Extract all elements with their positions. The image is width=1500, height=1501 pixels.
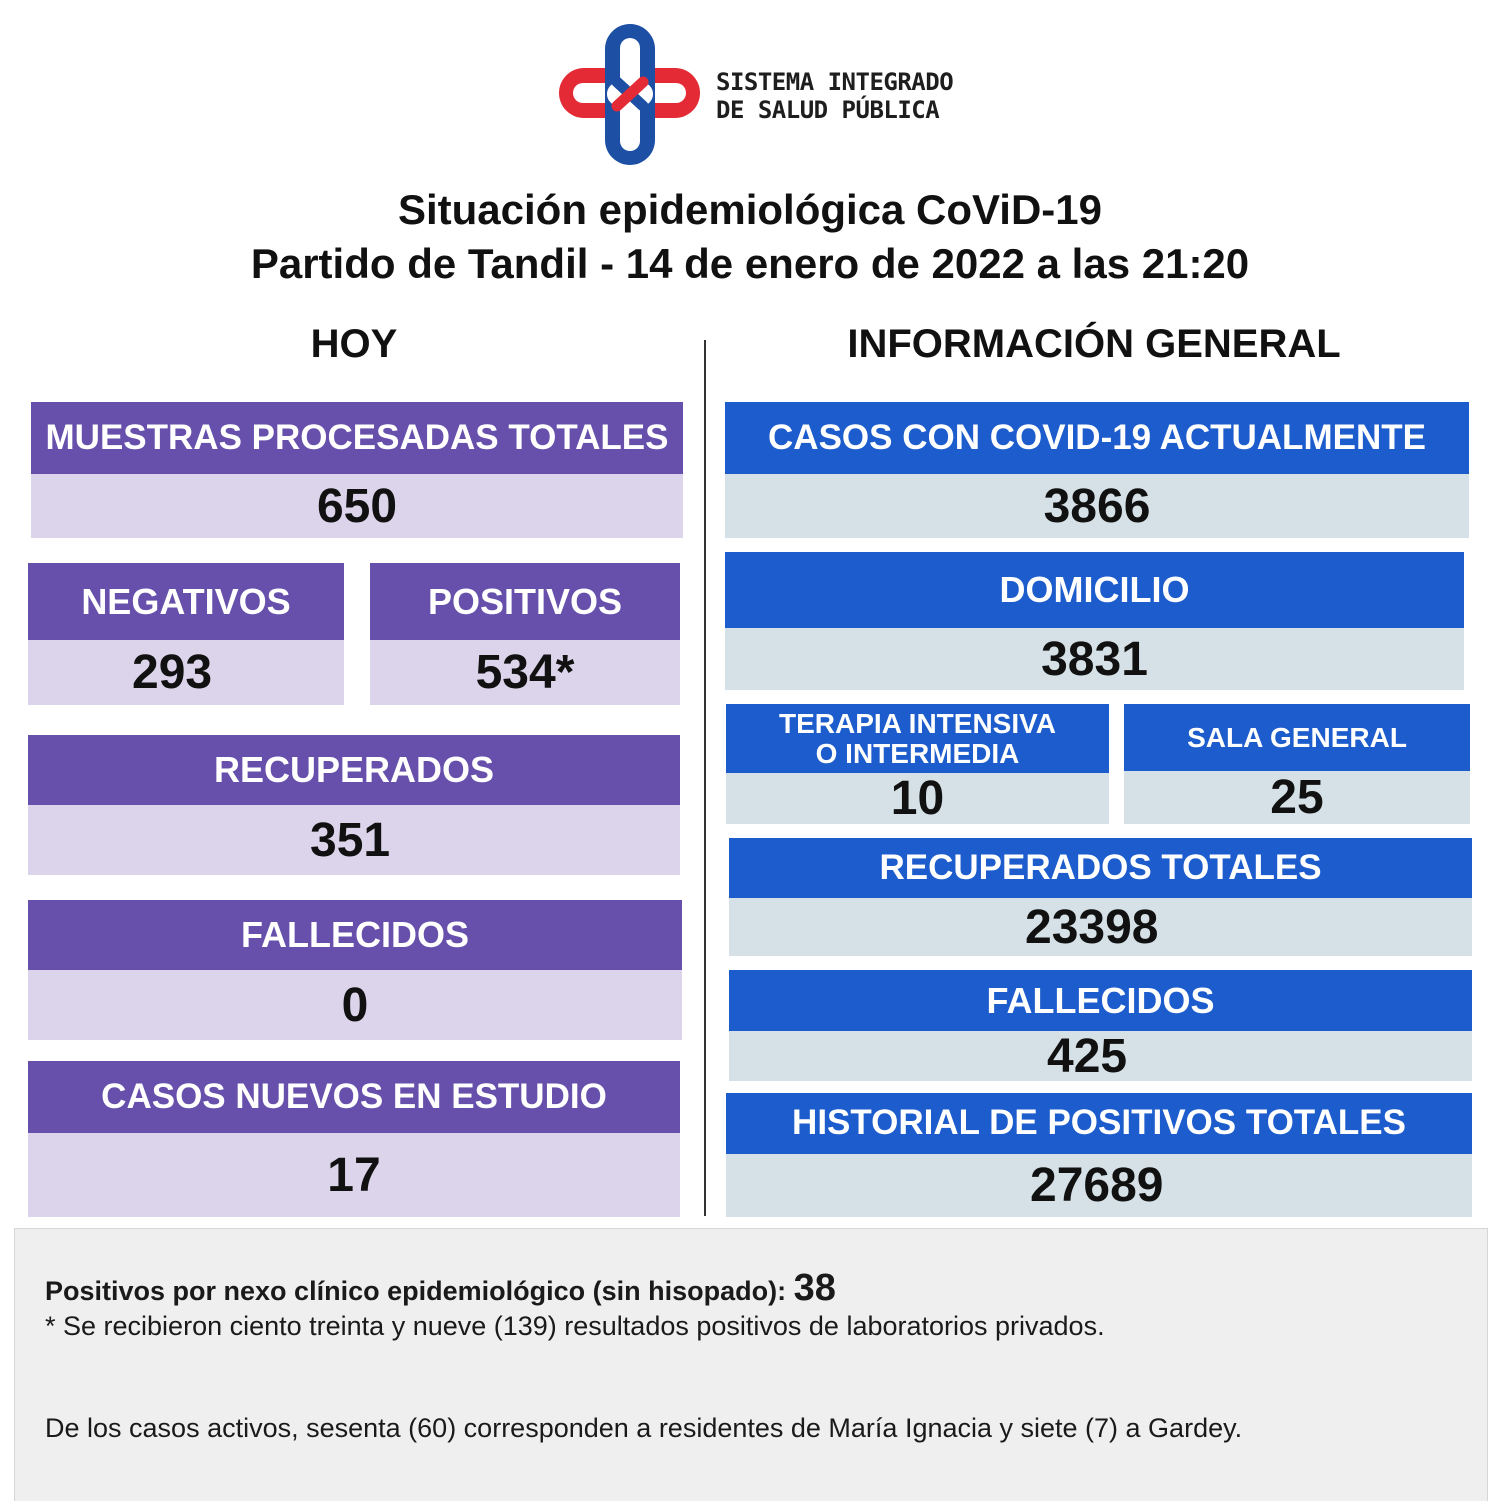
stat-fallecidos-hoy-label: FALLECIDOS (28, 900, 682, 970)
brand-name-line-1: SISTEMA INTEGRADO (716, 68, 954, 96)
nexo-value: 38 (793, 1267, 836, 1309)
stat-muestras-label: MUESTRAS PROCESADAS TOTALES (31, 402, 683, 474)
stat-sala-general (1124, 704, 1470, 824)
stat-casos-actuales (725, 402, 1469, 538)
stat-recuperados-totales-value: 23398 (729, 898, 1472, 956)
stat-domicilio-label: DOMICILIO (725, 552, 1464, 628)
health-cross-logo-icon (555, 22, 705, 167)
stat-casos-nuevos-value: 17 (28, 1133, 680, 1217)
stat-negativos (28, 563, 344, 705)
page-subtitle: Partido de Tandil - 14 de enero de 2022 a las 21:20 (250, 240, 1250, 287)
stat-terapia (726, 704, 1109, 824)
stat-negativos-value: 293 (28, 640, 344, 705)
stat-sala-general-label: SALA GENERAL (1124, 704, 1470, 771)
stat-sala-general-value: 25 (1124, 771, 1470, 824)
nexo-label: Positivos por nexo clínico epidemiológico (sin hisopado): (45, 1276, 787, 1306)
column-divider (704, 340, 706, 1216)
section-heading-hoy: HOY (310, 322, 398, 366)
stat-fallecidos-totales-value: 425 (729, 1031, 1472, 1081)
stat-recuperados (28, 735, 680, 875)
stat-terapia-label-line-1: TERAPIA INTENSIVA (779, 708, 1056, 740)
stat-positivos-value: 534* (370, 640, 680, 705)
stat-recuperados-value: 351 (28, 805, 680, 875)
stat-terapia-value: 10 (726, 773, 1109, 824)
stat-positivos-label: POSITIVOS (370, 563, 680, 640)
stat-historial-label: HISTORIAL DE POSITIVOS TOTALES (726, 1093, 1472, 1154)
note-privados: * Se recibieron ciento treinta y nueve (139) resultados positivos de laboratorios privados. (45, 1311, 1105, 1341)
stat-domicilio (725, 552, 1464, 690)
section-heading-general: INFORMACIÓN GENERAL (847, 322, 1341, 366)
brand-name-line-2: DE SALUD PÚBLICA (716, 96, 940, 124)
stat-casos-actuales-label: CASOS CON COVID-19 ACTUALMENTE (725, 402, 1469, 474)
stat-casos-nuevos-label: CASOS NUEVOS EN ESTUDIO (28, 1061, 680, 1133)
stat-historial-value: 27689 (726, 1154, 1472, 1217)
stat-terapia-label-line-2: O INTERMEDIA (815, 737, 1020, 769)
stat-casos-nuevos (28, 1061, 680, 1217)
stat-historial (726, 1093, 1472, 1217)
stat-domicilio-value: 3831 (725, 628, 1464, 690)
nexo-line (45, 1267, 836, 1310)
page-title: Situación epidemiológica CoViD-19 (397, 186, 1103, 233)
stat-fallecidos-totales-label: FALLECIDOS (729, 970, 1472, 1031)
stat-negativos-label: NEGATIVOS (28, 563, 344, 640)
stat-muestras-value: 650 (31, 474, 683, 538)
stat-recuperados-totales (729, 838, 1472, 956)
stat-fallecidos-hoy (28, 900, 682, 1040)
stat-casos-actuales-value: 3866 (725, 474, 1469, 538)
footer-notes (14, 1228, 1488, 1501)
stat-fallecidos-totales (729, 970, 1472, 1081)
stat-muestras (31, 402, 683, 538)
stat-fallecidos-hoy-value: 0 (28, 970, 682, 1040)
note-activos: De los casos activos, sesenta (60) corresponden a residentes de María Ignacia y siete (7) a Gardey. (45, 1413, 1243, 1443)
stat-terapia-label (726, 704, 1109, 773)
stat-recuperados-label: RECUPERADOS (28, 735, 680, 805)
stat-recuperados-totales-label: RECUPERADOS TOTALES (729, 838, 1472, 898)
stat-positivos (370, 563, 680, 705)
